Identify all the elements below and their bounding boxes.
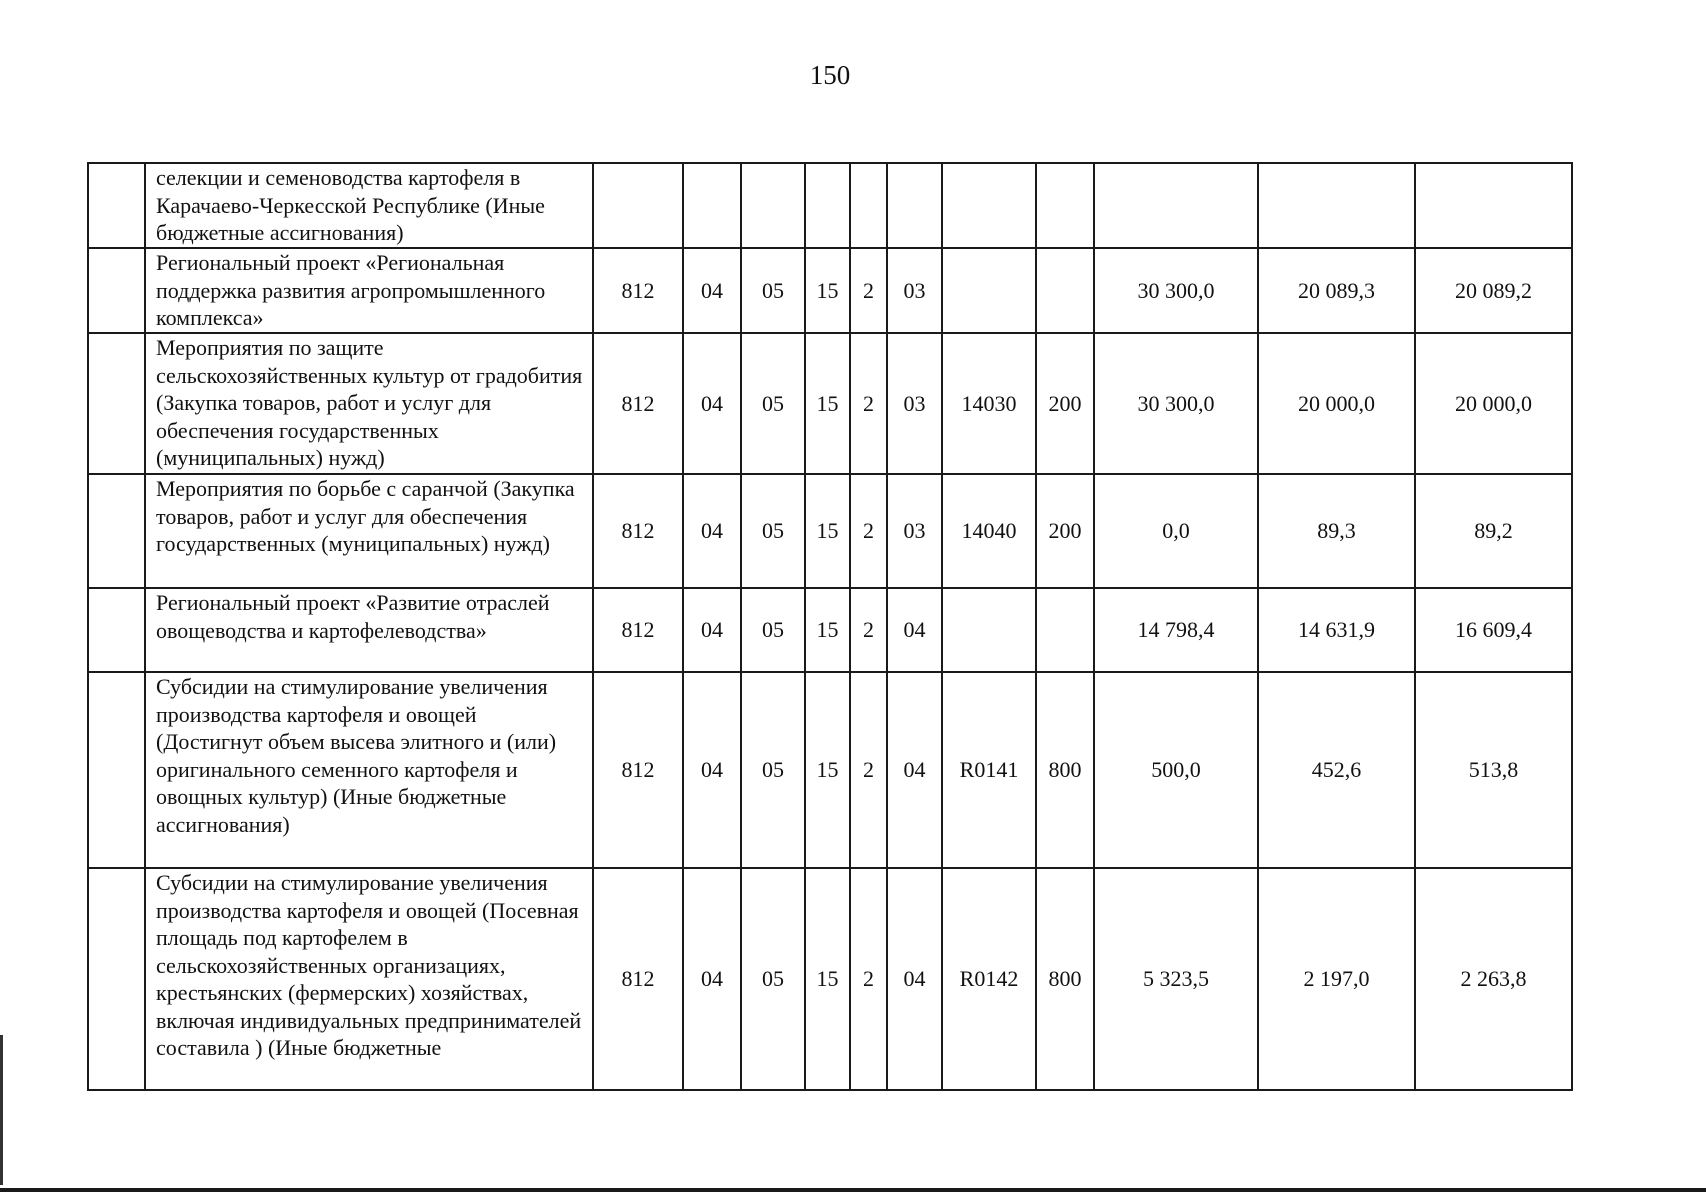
cell-section: 04 bbox=[683, 474, 741, 588]
cell-index bbox=[88, 588, 145, 672]
cell-program: 15 bbox=[805, 672, 850, 868]
cell-main-event: 03 bbox=[887, 474, 942, 588]
cell-amount-1: 0,0 bbox=[1094, 474, 1258, 588]
cell-direction: R0142 bbox=[942, 868, 1036, 1090]
cell-index bbox=[88, 868, 145, 1090]
cell-amount-2: 20 000,0 bbox=[1258, 333, 1415, 474]
cell-expense-type bbox=[1036, 588, 1094, 672]
cell-program: 15 bbox=[805, 868, 850, 1090]
cell-amount-3: 513,8 bbox=[1415, 672, 1572, 868]
cell-expense-type: 200 bbox=[1036, 333, 1094, 474]
cell-direction bbox=[942, 163, 1036, 248]
cell-amount-3: 89,2 bbox=[1415, 474, 1572, 588]
cell-subsection: 05 bbox=[741, 868, 805, 1090]
cell-amount-1: 30 300,0 bbox=[1094, 248, 1258, 333]
cell-description: Субсидии на стимулирование увеличения производства картофеля и овощей (Посевная площадь под картофелем в сельскохозяйственных организациях, крестьянских (фермерских) хозяйствах, включая индивидуальных предпринимателей составила ) (Иные бюджетные bbox=[145, 868, 593, 1090]
cell-ministry: 812 bbox=[593, 248, 683, 333]
cell-section: 04 bbox=[683, 672, 741, 868]
cell-description: Мероприятия по защите сельскохозяйственных культур от градобития (Закупка товаров, работ и услуг для обеспечения государственных (муниципальных) нужд) bbox=[145, 333, 593, 474]
cell-main-event: 03 bbox=[887, 333, 942, 474]
cell-subsection: 05 bbox=[741, 248, 805, 333]
cell-description: Региональный проект «Региональная поддержка развития агропромышленного комплекса» bbox=[145, 248, 593, 333]
cell-direction bbox=[942, 248, 1036, 333]
cell-expense-type: 200 bbox=[1036, 474, 1094, 588]
table-row bbox=[88, 868, 1572, 1090]
cell-subprogram: 2 bbox=[850, 474, 887, 588]
cell-amount-3: 2 263,8 bbox=[1415, 868, 1572, 1090]
cell-amount-3 bbox=[1415, 163, 1572, 248]
cell-amount-2 bbox=[1258, 163, 1415, 248]
cell-program bbox=[805, 163, 850, 248]
cell-subprogram bbox=[850, 163, 887, 248]
cell-program: 15 bbox=[805, 333, 850, 474]
cell-subsection: 05 bbox=[741, 474, 805, 588]
cell-direction bbox=[942, 588, 1036, 672]
table-row bbox=[88, 588, 1572, 672]
cell-direction: 14040 bbox=[942, 474, 1036, 588]
cell-program: 15 bbox=[805, 588, 850, 672]
cell-amount-3: 20 089,2 bbox=[1415, 248, 1572, 333]
cell-section: 04 bbox=[683, 333, 741, 474]
cell-expense-type bbox=[1036, 163, 1094, 248]
cell-index bbox=[88, 333, 145, 474]
cell-ministry: 812 bbox=[593, 672, 683, 868]
cell-index bbox=[88, 248, 145, 333]
cell-amount-3: 16 609,4 bbox=[1415, 588, 1572, 672]
table-row bbox=[88, 672, 1572, 868]
cell-subprogram: 2 bbox=[850, 868, 887, 1090]
table-row bbox=[88, 333, 1572, 474]
cell-description: Мероприятия по борьбе с саранчой (Закупка товаров, работ и услуг для обеспечения государственных (муниципальных) нужд) bbox=[145, 474, 593, 588]
cell-amount-1: 14 798,4 bbox=[1094, 588, 1258, 672]
cell-ministry: 812 bbox=[593, 474, 683, 588]
cell-subsection: 05 bbox=[741, 333, 805, 474]
cell-main-event: 03 bbox=[887, 248, 942, 333]
cell-subprogram: 2 bbox=[850, 672, 887, 868]
cell-amount-2: 89,3 bbox=[1258, 474, 1415, 588]
cell-section: 04 bbox=[683, 588, 741, 672]
cell-program: 15 bbox=[805, 474, 850, 588]
cell-ministry: 812 bbox=[593, 588, 683, 672]
cell-amount-2: 2 197,0 bbox=[1258, 868, 1415, 1090]
cell-index bbox=[88, 163, 145, 248]
cell-index bbox=[88, 474, 145, 588]
cell-amount-2: 452,6 bbox=[1258, 672, 1415, 868]
cell-subsection: 05 bbox=[741, 672, 805, 868]
cell-ministry: 812 bbox=[593, 333, 683, 474]
scan-bottom-line bbox=[0, 1188, 1706, 1192]
cell-amount-1: 30 300,0 bbox=[1094, 333, 1258, 474]
cell-subprogram: 2 bbox=[850, 588, 887, 672]
cell-section: 04 bbox=[683, 868, 741, 1090]
page-number: 150 bbox=[809, 60, 851, 90]
cell-index bbox=[88, 672, 145, 868]
cell-main-event: 04 bbox=[887, 868, 942, 1090]
cell-direction: R0141 bbox=[942, 672, 1036, 868]
cell-section bbox=[683, 163, 741, 248]
table-row bbox=[88, 163, 1572, 248]
table-row bbox=[88, 248, 1572, 333]
cell-amount-2: 20 089,3 bbox=[1258, 248, 1415, 333]
cell-description: селекции и семеноводства картофеля в Карачаево-Черкесской Республике (Иные бюджетные ассигнования) bbox=[145, 163, 593, 248]
cell-subprogram: 2 bbox=[850, 248, 887, 333]
cell-amount-1 bbox=[1094, 163, 1258, 248]
cell-main-event: 04 bbox=[887, 672, 942, 868]
budget-table bbox=[87, 162, 1573, 1091]
cell-amount-1: 500,0 bbox=[1094, 672, 1258, 868]
cell-subsection bbox=[741, 163, 805, 248]
cell-main-event bbox=[887, 163, 942, 248]
cell-subprogram: 2 bbox=[850, 333, 887, 474]
cell-amount-1: 5 323,5 bbox=[1094, 868, 1258, 1090]
cell-ministry bbox=[593, 163, 683, 248]
cell-section: 04 bbox=[683, 248, 741, 333]
cell-description: Субсидии на стимулирование увеличения производства картофеля и овощей (Достигнут объем высева элитного и (или) оригинального семенного картофеля и овощных культур) (Иные бюджетные ассигнования) bbox=[145, 672, 593, 868]
cell-main-event: 04 bbox=[887, 588, 942, 672]
cell-expense-type: 800 bbox=[1036, 868, 1094, 1090]
cell-program: 15 bbox=[805, 248, 850, 333]
cell-expense-type bbox=[1036, 248, 1094, 333]
cell-ministry: 812 bbox=[593, 868, 683, 1090]
table-row bbox=[88, 474, 1572, 588]
cell-amount-2: 14 631,9 bbox=[1258, 588, 1415, 672]
cell-description: Региональный проект «Развитие отраслей овощеводства и картофелеводства» bbox=[145, 588, 593, 672]
scan-edge-line bbox=[0, 1035, 3, 1185]
cell-subsection: 05 bbox=[741, 588, 805, 672]
cell-amount-3: 20 000,0 bbox=[1415, 333, 1572, 474]
cell-direction: 14030 bbox=[942, 333, 1036, 474]
cell-expense-type: 800 bbox=[1036, 672, 1094, 868]
